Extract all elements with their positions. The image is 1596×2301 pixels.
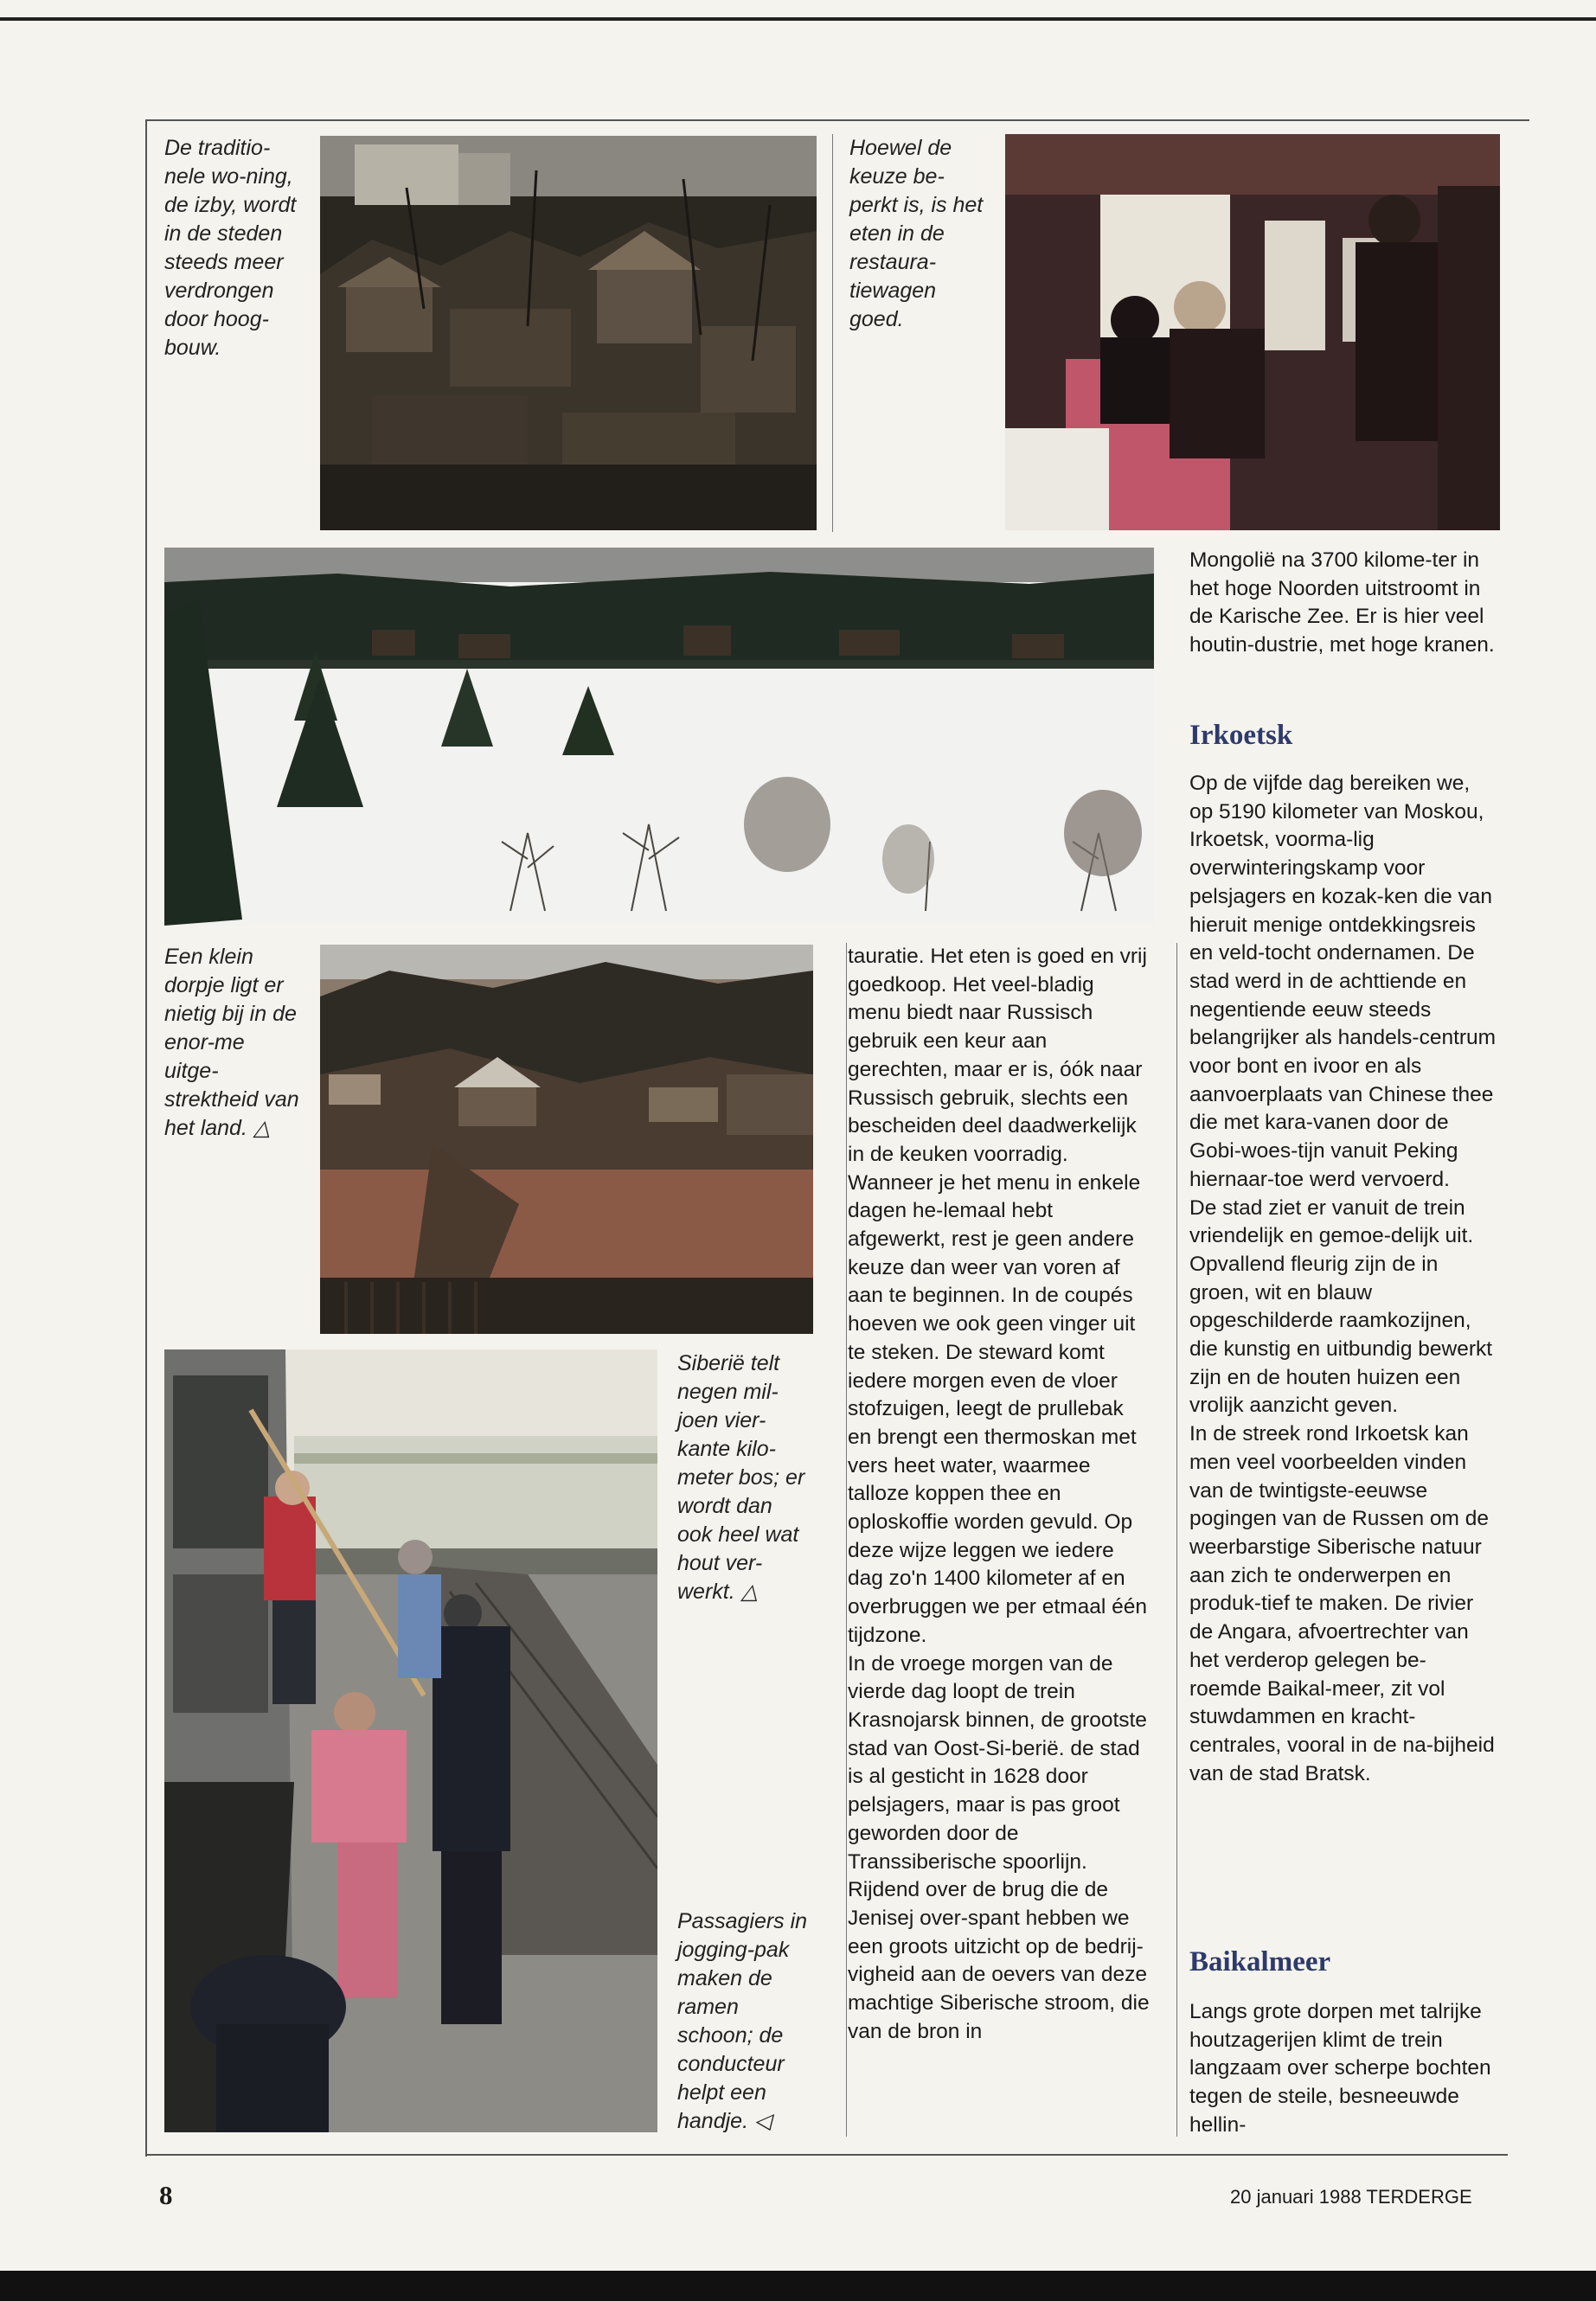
- photo-village: [320, 945, 813, 1334]
- caption-restaurant: Hoewel de keuze be-perkt is, is het eten in de restaura-tiewagen goed.: [849, 136, 984, 331]
- photo-passengers-cleaning-windows: [164, 1349, 657, 2132]
- photo-restaurant-car: [1005, 134, 1500, 530]
- column-divider: [846, 943, 847, 2137]
- page-number: 8: [159, 2180, 173, 2210]
- frame-top-rule: [145, 119, 1529, 121]
- column-divider: [1176, 943, 1177, 2137]
- heading-irkoetsk: Irkoetsk: [1189, 720, 1293, 751]
- frame-left-rule: [145, 119, 147, 2157]
- middle-column-text: [848, 943, 1151, 2046]
- right-column-text: [1189, 770, 1497, 1788]
- right-paragraph-3: In de streek rond Irkoetsk kan men veel voorbeelden vinden van de twintigste-eeuwse pogingen van de Russen om de weerbarstige Siberische natuur aan zich te onderwerpen en produk-tief te maken. De rivier de Angara, afvoertrechter van het verderop gelegen be-roemde Baikal-meer, zit vol stuwdammen en kracht-centrales, vooral in de na-bijheid van de stad Bratsk.: [1189, 1422, 1495, 1785]
- frame-bottom-rule: [145, 2154, 1508, 2156]
- caption-passagiers: Passagiers in jogging-pak maken de ramen schoon; de conducteur helpt een handje. ◁: [677, 1909, 808, 2133]
- top-rule: [0, 17, 1596, 21]
- bottom-scan-border: [0, 2271, 1596, 2301]
- heading-baikalmeer: Baikalmeer: [1189, 1946, 1331, 1977]
- caption-dorp: Een klein dorpje ligt er nietig bij in de enor-me uitge-strektheid van het land. △: [164, 945, 299, 1140]
- middle-paragraph-1: tauratie. Het eten is goed en vrij goedkoop. Het veel-bladig menu biedt naar Russisch gebruik een keur aan gerechten, maar er is, óók naar Russisch gebruik, slechts een bescheiden deel daadwerkelijk in de keuken voorradig. Wanneer je het menu in enkele dagen he-lemaal hebt afgewerkt, rest je geen andere keuze dan weer van voren af aan te beginnen. In de coupés hoeven we ook geen vinger uit te steken. De steward komt iedere morgen even de vloer stofzuigen, leegt de prullebak en brengt een thermoskan met vers heet water, waarmee talloze koppen thee en oploskoffie worden gevuld. Op deze wijze leggen we iedere dag zo'n 1400 kilometer af en overbruggen we per etmaal één tijdzone.: [848, 945, 1147, 1647]
- middle-paragraph-2: In de vroege morgen van de vierde dag loopt de trein Krasnojarsk binnen, de grootste stad van Oost-Si-berië. de stad is al gesticht in 1628 door pelsjagers, maar is pas groot geworden door de Transsiberische spoorlijn. Rijdend over de brug die de Jenisej over-spant hebben we een groots uitzicht op de bedrij-vigheid aan de oevers van deze machtige Siberische stroom, die van de bron in: [848, 1651, 1150, 2043]
- column-divider: [832, 134, 833, 532]
- right-paragraph-2: De stad ziet er vanuit de trein vriendelijk en gemoe-delijk uit. Opvallend fleurig zijn de in groen, wit en blauw opgeschilderde raamkozijnen, die kunstig en uitbundig bewerkt zijn en de houten huizen een vrolijk aanzicht geven.: [1189, 1195, 1493, 1418]
- right-column-intro: Mongolië na 3700 kilome-ter in het hoge Noorden uitstroomt in de Karische Zee. Er is hier veel houtin-dustrie, met hoge kranen.: [1189, 548, 1495, 657]
- photo-izby-houses: [320, 136, 817, 530]
- photo-winter-landscape: [164, 548, 1154, 926]
- caption-izby: De traditio-nele wo-ning, de izby, wordt in de steden steeds meer verdrongen door hoog-bouw.: [164, 136, 297, 360]
- right-paragraph-1: Op de vijfde dag bereiken we, op 5190 kilometer van Moskou, Irkoetsk, voorma-lig overwinteringskamp voor pelsjagers en kozak-ken die van hieruit menige ontdekkingsreis en veld-tocht ondernamen. De stad werd in de achttiende en negentiende eeuw steeds belangrijker als handels-centrum voor bont en ivoor en als aanvoerplaats van Chinese thee die met kara-vanen door de Gobi-woes-tijn vanuit Peking hiernaar-toe werd vervoerd.: [1189, 772, 1497, 1191]
- caption-bos: Siberië telt negen mil-joen vier-kante kilo-meter bos; er wordt dan ook heel wat hout ver-werkt. △: [677, 1351, 805, 1604]
- right-paragraph-4: Langs grote dorpen met talrijke houtzagerijen klimt de trein langzaam over scherpe bochten tegen de steile, besneeuwde hellin-: [1189, 2000, 1491, 2137]
- issue-date: 20 januari 1988 TERDERGE: [1230, 2186, 1472, 2208]
